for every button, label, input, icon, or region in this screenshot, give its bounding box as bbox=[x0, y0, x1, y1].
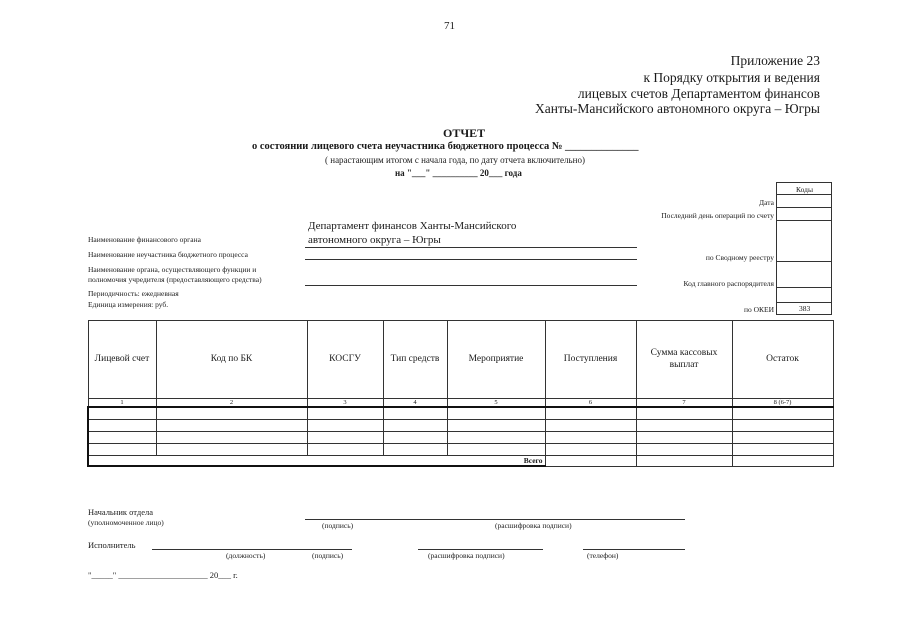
report-table bbox=[87, 320, 834, 467]
last-day-label: Последний день операций по счету bbox=[661, 211, 774, 220]
col-header-funds-type: Тип средств bbox=[383, 321, 447, 399]
dolzhnost-caption: (должность) bbox=[226, 551, 266, 560]
rasshifrovka-caption: (расшифровка подписи) bbox=[495, 521, 572, 530]
table-row bbox=[88, 420, 833, 432]
report-date-line: на "___" __________ 20___ года bbox=[395, 168, 522, 178]
col-header-bk-code: Код по БК bbox=[156, 321, 307, 399]
col-number: 6 bbox=[545, 399, 636, 408]
page-number: 71 bbox=[444, 20, 455, 32]
date-label: Дата bbox=[759, 198, 774, 207]
head-label-1: Начальник отдела bbox=[88, 507, 154, 517]
total-label: Всего bbox=[447, 456, 545, 467]
head-label-2: (уполномоченное лицо) bbox=[88, 518, 164, 527]
fin-org-label: Наименование финансового органа bbox=[88, 235, 201, 244]
table-row bbox=[88, 432, 833, 444]
col-header-kosgu: КОСГУ bbox=[307, 321, 383, 399]
participant-label: Наименование неучастника бюджетного процесса bbox=[88, 250, 248, 259]
okei-code-value: 383 bbox=[799, 304, 811, 313]
fin-org-value-1: Департамент финансов Ханты-Мансийского bbox=[308, 220, 517, 232]
main-admin-label: Код главного распорядителя bbox=[683, 279, 774, 288]
report-title: ОТЧЕТ bbox=[443, 126, 486, 140]
total-row bbox=[88, 456, 833, 467]
table-row bbox=[88, 444, 833, 456]
founder-label-1: Наименование органа, осуществляющего функции и bbox=[88, 265, 257, 274]
col-number: 7 bbox=[636, 399, 732, 408]
podpis-caption: (подпись) bbox=[322, 521, 354, 530]
appendix-line-3: лицевых счетов Департаментом финансов bbox=[577, 86, 820, 101]
founder-label-2: полномочия учредителя (предоставляющего средства) bbox=[88, 275, 262, 284]
col-number: 5 bbox=[447, 399, 545, 408]
appendix-line-2: к Порядку открытия и ведения bbox=[643, 70, 820, 85]
report-subtitle: о состоянии лицевого счета неучастника бюджетного процесса № ______________ bbox=[252, 141, 639, 152]
col-header-account: Лицевой счет bbox=[88, 321, 156, 399]
svodny-label: по Сводному реестру bbox=[705, 253, 774, 262]
table-row bbox=[88, 407, 833, 420]
ispolnitel-label: Исполнитель bbox=[88, 540, 136, 550]
fin-org-value-2: автономного округа – Югры bbox=[308, 234, 441, 246]
codes-header: Коды bbox=[796, 185, 814, 194]
appendix-line-1: Приложение 23 bbox=[730, 53, 820, 68]
col-header-payments: Сумма кассовых выплат bbox=[636, 321, 732, 399]
period-label: Периодичность: ежедневная bbox=[88, 289, 179, 298]
signature-date-line: "_____" _____________________ 20___ г. bbox=[88, 570, 238, 580]
col-header-receipts: Поступления bbox=[545, 321, 636, 399]
codes-column bbox=[776, 182, 832, 315]
podpis2-caption: (подпись) bbox=[312, 551, 344, 560]
col-header-balance: Остаток bbox=[732, 321, 833, 399]
okei-label: по ОКЕИ bbox=[743, 305, 774, 314]
rasshifrovka2-caption: (расшифровка подписи) bbox=[428, 551, 505, 560]
col-number: 2 bbox=[156, 399, 307, 408]
col-number: 1 bbox=[88, 399, 156, 408]
col-header-event: Мероприятие bbox=[447, 321, 545, 399]
col-number: 4 bbox=[383, 399, 447, 408]
appendix-line-4: Ханты-Мансийского автономного округа – Югры bbox=[535, 101, 820, 116]
unit-label: Единица измерения: руб. bbox=[88, 300, 169, 309]
report-subtitle-note: ( нарастающим итогом с начала года, по дату отчета включительно) bbox=[325, 155, 585, 165]
telefon-caption: (телефон) bbox=[587, 551, 619, 560]
col-number: 8 (6-7) bbox=[732, 399, 833, 408]
col-number: 3 bbox=[307, 399, 383, 408]
